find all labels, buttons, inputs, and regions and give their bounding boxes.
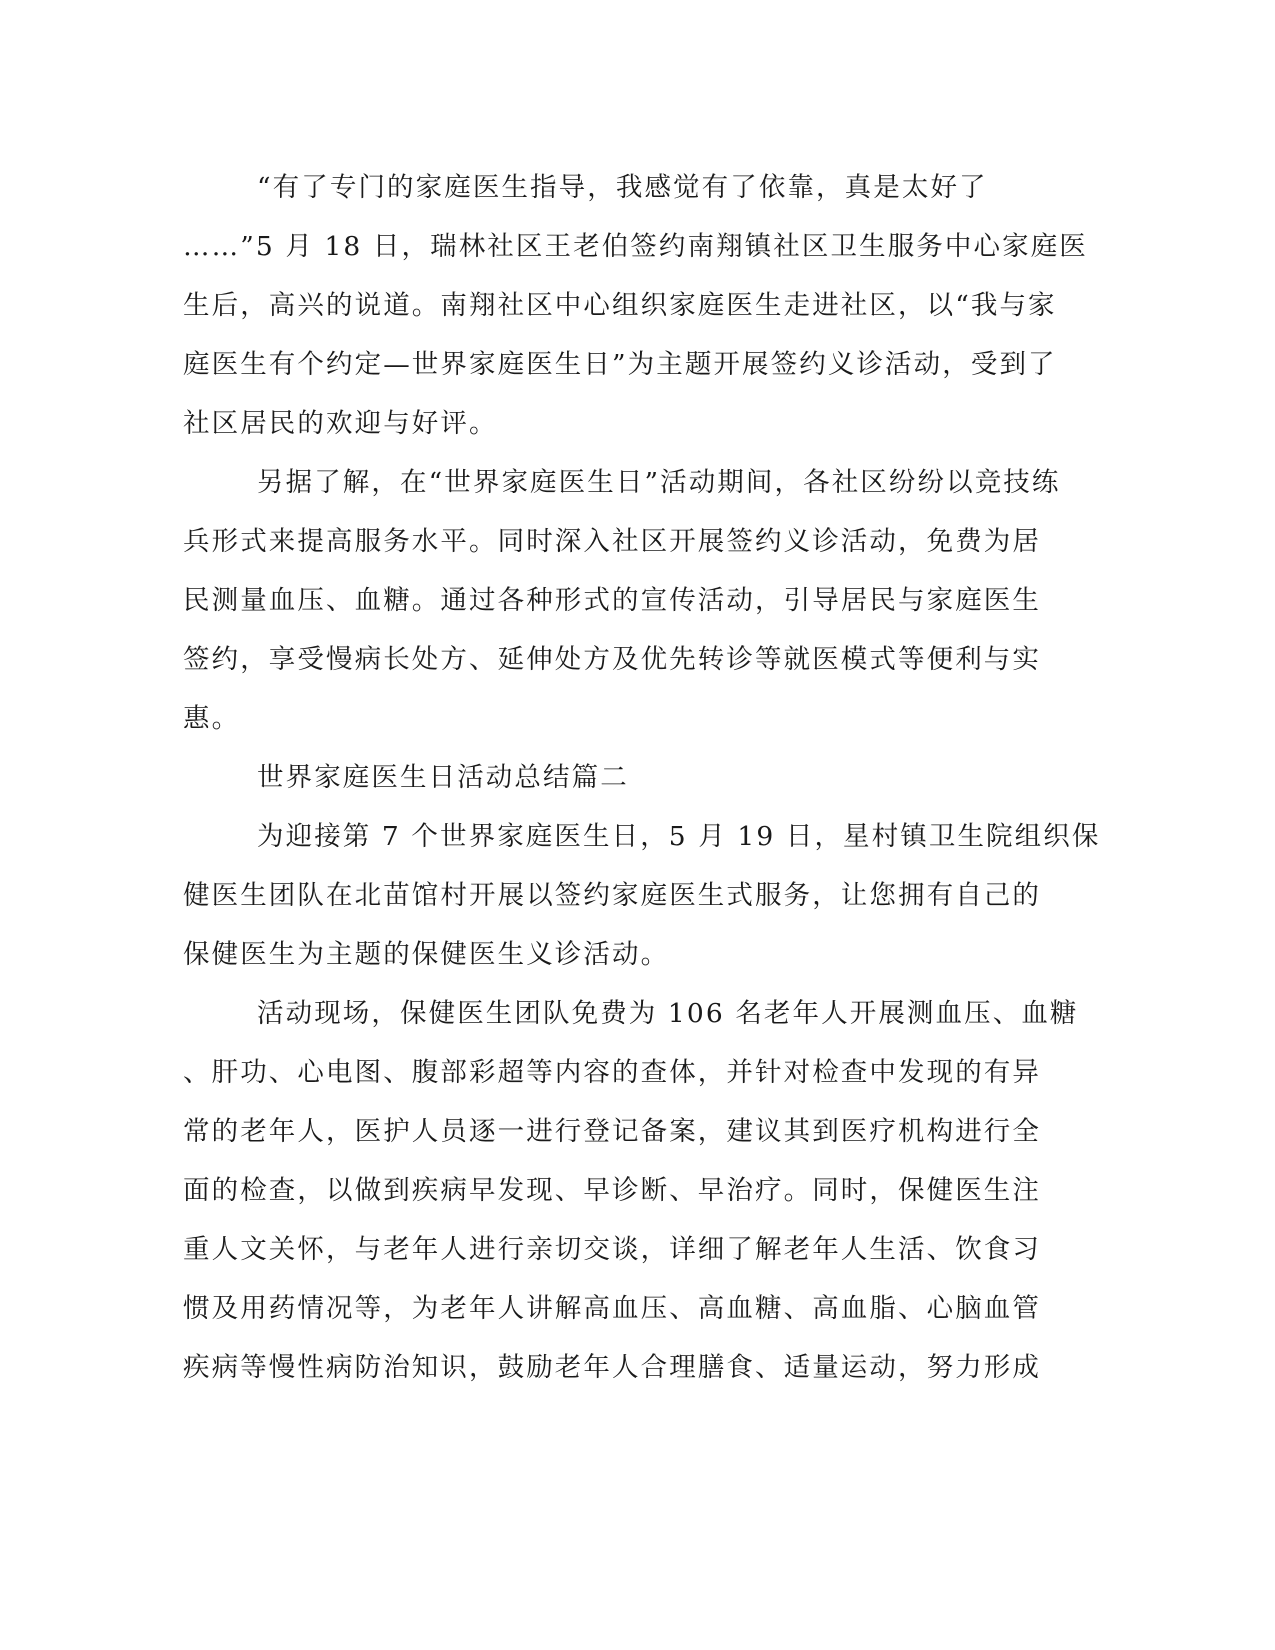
paragraph-line: 生后，高兴的说道。南翔社区中心组织家庭医生走进社区，以“我与家	[183, 290, 1057, 321]
document-body	[183, 158, 1101, 1397]
paragraph-line: 重人文关怀，与老年人进行亲切交谈，详细了解老年人生活、饮食习	[183, 1234, 1041, 1265]
paragraph-line: 兵形式来提高服务水平。同时深入社区开展签约义诊活动，免费为居	[183, 526, 1041, 557]
paragraph-line: “有了专门的家庭医生指导，我感觉有了依靠，真是太好了	[257, 172, 988, 203]
paragraph-line: 为迎接第 7 个世界家庭医生日，5 月 19 日，星村镇卫生院组织保	[257, 821, 1101, 852]
paragraph-line: 惯及用药情况等，为老年人讲解高血压、高血糖、高血脂、心脑血管	[183, 1293, 1041, 1324]
paragraph-line: 保健医生为主题的保健医生义诊活动。	[183, 939, 670, 970]
paragraph-line: 社区居民的欢迎与好评。	[183, 408, 498, 439]
paragraph-line: 民测量血压、血糖。通过各种形式的宣传活动，引导居民与家庭医生	[183, 585, 1041, 616]
paragraph-line: 签约，享受慢病长处方、延伸处方及优先转诊等就医模式等便利与实	[183, 644, 1041, 675]
paragraph-line: 、肝功、心电图、腹部彩超等内容的查体，并针对检查中发现的有异	[183, 1057, 1041, 1088]
paragraph-line: 疾病等慢性病防治知识，鼓励老年人合理膳食、适量运动，努力形成	[183, 1352, 1041, 1383]
paragraph-line: 健医生团队在北苗馆村开展以签约家庭医生式服务，让您拥有自己的	[183, 880, 1041, 911]
paragraph-line: 惠。	[183, 703, 241, 734]
paragraph-line: 另据了解，在“世界家庭医生日”活动期间，各社区纷纷以竞技练	[257, 467, 1061, 498]
paragraph-line: 常的老年人，医护人员逐一进行登记备案，建议其到医疗机构进行全	[183, 1116, 1041, 1147]
paragraph-line: 面的检查，以做到疾病早发现、早诊断、早治疗。同时，保健医生注	[183, 1175, 1041, 1206]
section-heading: 世界家庭医生日活动总结篇二	[257, 762, 629, 793]
paragraph-line: ……”5 月 18 日，瑞林社区王老伯签约南翔镇社区卫生服务中心家庭医	[183, 231, 1088, 262]
paragraph-line: 活动现场，保健医生团队免费为 106 名老年人开展测血压、血糖	[257, 998, 1079, 1029]
paragraph-line: 庭医生有个约定—世界家庭医生日”为主题开展签约义诊活动，受到了	[183, 349, 1057, 380]
